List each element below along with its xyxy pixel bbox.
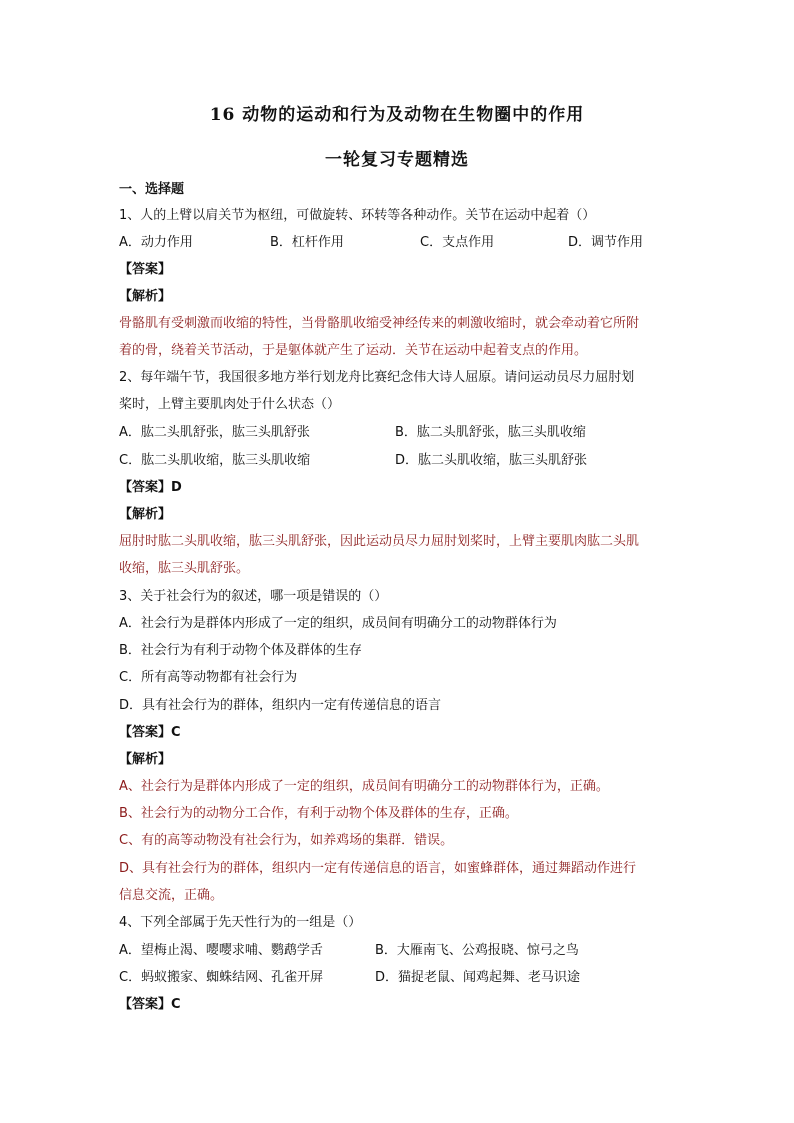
question-3-analysis-line-3: C、有的高等动物没有社会行为，如养鸡场的集群．错误。: [119, 833, 454, 848]
question-3-analysis-line-4: D、具有社会行为的群体，组织内一定有传递信息的语言，如蜜蜂群体，通过舞蹈动作进行: [119, 861, 637, 876]
section-heading: 一、选择题: [119, 182, 185, 197]
question-4-stem: 4、下列全部属于先天性行为的一组是（）: [119, 915, 362, 930]
question-1-analysis-line-1: 骨骼肌有受刺激而收缩的特性，当骨骼肌收缩受神经传来的刺激收缩时，就会牵动着它所附: [119, 316, 640, 331]
question-2-option-c: C．肱二头肌收缩，肱三头肌收缩: [119, 453, 311, 468]
question-2-analysis-line-2: 收缩，肱三头肌舒张。: [119, 561, 250, 576]
question-1-option-b: B．杠杆作用: [270, 235, 344, 250]
question-2-analysis-label: 【解析】: [119, 507, 172, 522]
question-4-option-a: A．望梅止渴、嘤嘤求哺、鹦鹉学舌: [119, 943, 323, 958]
document-subtitle: 一轮复习专题精选: [325, 150, 469, 170]
question-1-answer: 【答案】: [119, 262, 172, 277]
question-3-option-b: B．社会行为有利于动物个体及群体的生存: [119, 643, 362, 658]
question-4-option-d: D．猫捉老鼠、闻鸡起舞、老马识途: [375, 970, 581, 985]
question-3-answer: 【答案】C: [119, 725, 181, 740]
question-3-stem: 3、关于社会行为的叙述，哪一项是错误的（）: [119, 589, 388, 604]
question-3-analysis-line-2: B、社会行为的动物分工合作，有利于动物个体及群体的生存，正确。: [119, 806, 518, 821]
question-4-answer: 【答案】C: [119, 997, 181, 1012]
question-2-analysis-line-1: 屈肘时肱二头肌收缩，肱三头肌舒张，因此运动员尽力屈肘划桨时，上臂主要肌肉肱二头肌: [119, 534, 640, 549]
document-title: 16 动物的运动和行为及动物在生物圈中的作用: [209, 105, 585, 125]
question-3-analysis-label: 【解析】: [119, 752, 172, 767]
question-2-option-b: B．肱二头肌舒张，肱三头肌收缩: [395, 425, 586, 440]
question-2-stem-line-2: 桨时，上臂主要肌肉处于什么状态（）: [119, 397, 341, 412]
question-2-answer: 【答案】D: [119, 480, 182, 495]
question-3-analysis-line-5: 信息交流，正确。: [119, 888, 224, 903]
question-3-option-a: A．社会行为是群体内形成了一定的组织，成员间有明确分工的动物群体行为: [119, 616, 557, 631]
question-4-option-b: B．大雁南飞、公鸡报晓、惊弓之鸟: [375, 943, 579, 958]
question-1-analysis-label: 【解析】: [119, 289, 172, 304]
question-3-option-d: D．具有社会行为的群体，组织内一定有传递信息的语言: [119, 698, 442, 713]
question-1-stem: 1、人的上臂以肩关节为枢纽，可做旋转、环转等各种动作。关节在运动中起着（）: [119, 208, 596, 223]
question-3-analysis-line-1: A、社会行为是群体内形成了一定的组织，成员间有明确分工的动物群体行为，正确。: [119, 779, 609, 794]
question-3-option-c: C．所有高等动物都有社会行为: [119, 670, 298, 685]
question-2-option-d: D．肱二头肌收缩，肱三头肌舒张: [395, 453, 588, 468]
question-1-option-c: C．支点作用: [420, 235, 495, 250]
question-1-option-d: D．调节作用: [568, 235, 644, 250]
question-1-option-a: A．动力作用: [119, 235, 193, 250]
question-2-option-a: A．肱二头肌舒张，肱三头肌舒张: [119, 425, 310, 440]
question-2-stem-line-1: 2、每年端午节，我国很多地方举行划龙舟比赛纪念伟大诗人屈原。请问运动员尽力屈肘划: [119, 370, 635, 385]
question-4-option-c: C．蚂蚁搬家、蜘蛛结网、孔雀开屏: [119, 970, 324, 985]
question-1-analysis-line-2: 着的骨，绕着关节活动，于是躯体就产生了运动．关节在运动中起着支点的作用。: [119, 343, 588, 358]
